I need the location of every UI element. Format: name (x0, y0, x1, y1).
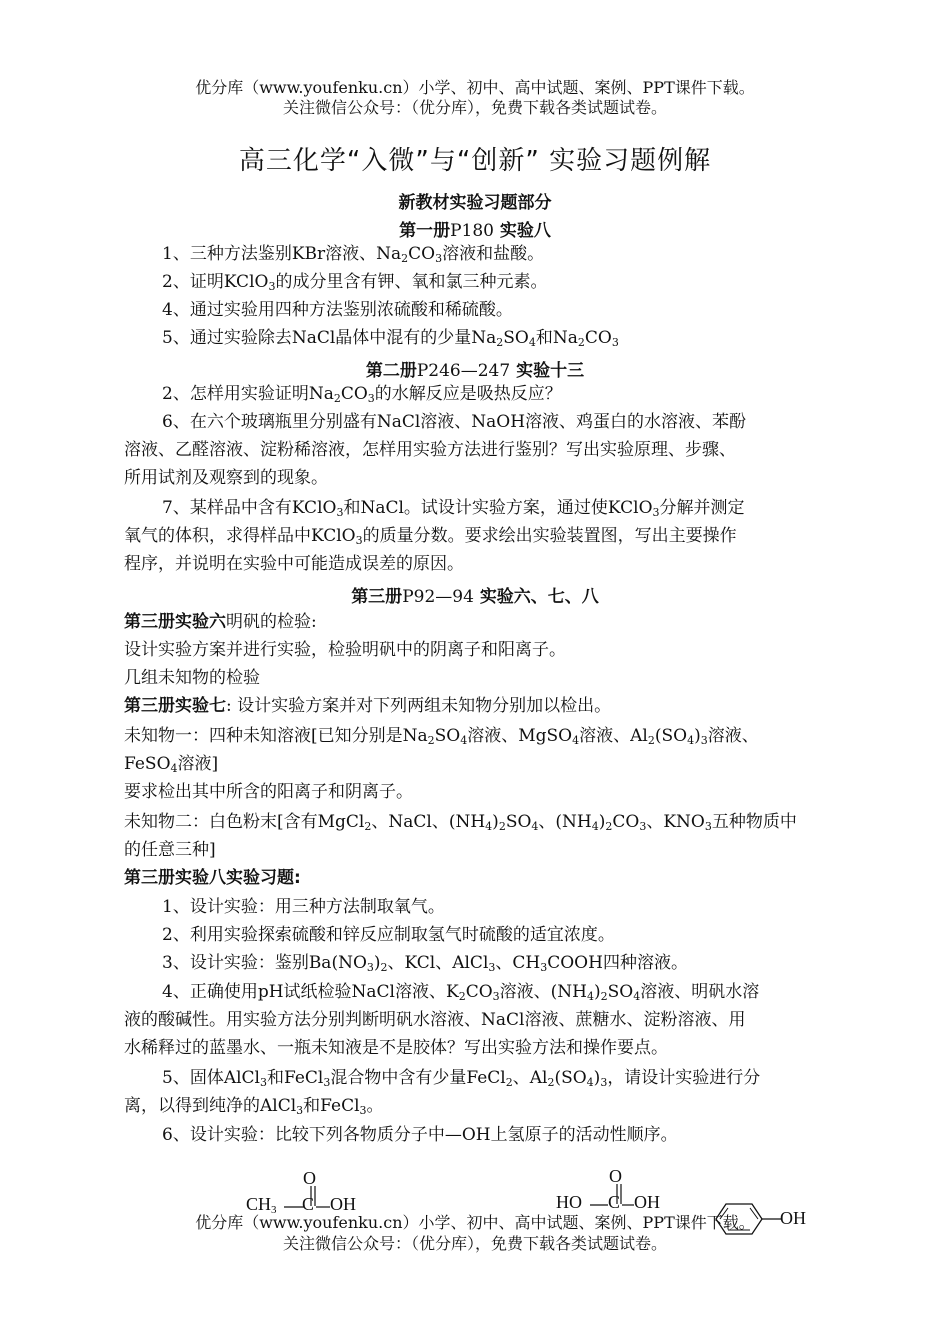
exp8-item-4-line-2: 液的酸碱性。用实验方法分别判断明矾水溶液、NaCl溶液、蔗糖水、淀粉溶液、用 (124, 1010, 746, 1030)
footer-line-1: 优分库（www.youfenku.cn）小学、初中、高中试题、案例、PPT课件下载。 (195, 1213, 755, 1232)
exp6-line-1: 第三册实验六明矾的检验: (124, 612, 317, 632)
exp6-line-2: 设计实验方案并进行实验，检验明矾中的阴离子和阳离子。 (124, 640, 566, 660)
section-heading-book2 (0, 356, 950, 381)
book2-item-6-line-2: 溶液、乙醛溶液、淀粉稀溶液，怎样用实验方法进行鉴别？写出实验原理、步骤、 (124, 440, 736, 460)
unknown-2-line-2: 的任意三种] (124, 840, 216, 860)
methyl-group-label: $CH_3$ (246, 1194, 277, 1216)
heading-page: P92—94 (402, 587, 474, 607)
page-title: 高三化学“入微”与“创新” 实验习题例解 (238, 146, 712, 176)
heading-part: 第二册 (365, 361, 417, 381)
book1-item-1: 1、三种方法鉴别KBr溶液、$Na_2CO_3$溶液和盐酸。 (162, 244, 545, 265)
book1-item-2: 2、证明KClO$_3$的成分里含有钾、氧和氯三种元素。 (162, 272, 548, 293)
unknown-1-line-1: 未知物一：四种未知溶液[已知分别是$Na_2SO_4$溶液、MgSO$_4$溶液、$Al_2(SO_4)_3$溶液、 (124, 726, 759, 747)
carbonyl-oxygen-label: O (609, 1166, 622, 1186)
exp8-item-1: 1、设计实验：用三种方法制取氧气。 (162, 897, 445, 917)
heading-part: 实验六、七、八 (479, 587, 599, 607)
carbonyl-oxygen-label: O (303, 1168, 316, 1188)
header-line-1: 优分库（www.youfenku.cn）小学、初中、高中试题、案例、PPT课件下载。 (195, 78, 755, 97)
heading-part: 第一册 (399, 221, 451, 241)
single-bond-line (622, 1203, 634, 1207)
single-bond-line (316, 1205, 330, 1209)
unknown-1-line-2: FeSO$_4$溶液] (124, 754, 219, 775)
exp8-item-6: 6、设计实验：比较下列各物质分子中—OH上氢原子的活动性顺序。 (162, 1125, 678, 1145)
book1-item-5: 5、通过实验除去NaCl晶体中混有的少量$Na_2SO_4$和$Na_2CO_3$ (162, 328, 619, 349)
heading-page: P246—247 (416, 361, 511, 381)
section-subtitle: 新教材实验习题部分 (398, 193, 552, 213)
section-heading-book3 (0, 582, 950, 607)
exp8-item-4-line-3: 水稀释过的蓝墨水、一瓶未知液是不是胶体？写出实验方法和操作要点。 (124, 1038, 668, 1058)
unknown-2-line-1: 未知物二：白色粉末[含有MgCl$_2$、NaCl、$(NH_4)_2SO_4$、$(NH_4)_2CO_3$、$KNO_3$五种物质中 (124, 812, 797, 833)
single-bond-line (284, 1205, 304, 1209)
book2-item-2: 2、怎样用实验证明$Na_2CO_3$的水解反应是吸热反应？ (162, 384, 562, 405)
book2-item-6-line-3: 所用试剂及观察到的现象。 (124, 468, 328, 488)
heading-part: 实验十三 (516, 361, 585, 381)
exp7-line-1: 第三册实验七: 设计实验方案并对下列两组未知物分别加以检出。 (124, 696, 612, 716)
carbon-label: C (302, 1194, 315, 1214)
heading-part: 第三册 (351, 587, 403, 607)
book2-item-7-line-2: 氧气的体积，求得样品中KClO$_3$的质量分数。要求绘出实验装置图，写出主要操作 (124, 526, 737, 547)
book1-item-4: 4、通过实验用四种方法鉴别浓硫酸和稀硫酸。 (162, 300, 513, 320)
book2-item-7-line-3: 程序，并说明在实验中可能造成误差的原因。 (124, 554, 464, 574)
footer-line-2: 关注微信公众号：（优分库），免费下载各类试题试卷。 (282, 1234, 667, 1253)
hydroxyl-label: OH (330, 1194, 356, 1214)
book2-item-7-line-1: 7、某样品中含有KClO$_3$和NaCl。试设计实验方案，通过使KClO$_3$分解并测定 (162, 498, 745, 519)
unknown-1-line-3: 要求检出其中所含的阳离子和阴离子。 (124, 782, 413, 802)
heading-page: P180 (450, 221, 494, 241)
hydroxyl-right-label: OH (634, 1192, 660, 1212)
header-line-2: 关注微信公众号：（优分库），免费下载各类试题试卷。 (282, 98, 667, 117)
section-heading-book1 (0, 216, 950, 241)
exp8-item-2: 2、利用实验探索硫酸和锌反应制取氢气时硫酸的适宜浓度。 (162, 925, 615, 945)
carbon-label: C (608, 1192, 621, 1212)
book2-item-6-line-1: 6、在六个玻璃瓶里分别盛有NaCl溶液、NaOH溶液、鸡蛋白的水溶液、苯酚 (162, 412, 747, 432)
exp8-heading: 第三册实验八实验习题: (124, 868, 301, 888)
exp6-line-3: 几组未知物的检验 (124, 668, 260, 688)
hydroxyl-label: OH (780, 1208, 806, 1228)
hydroxyl-left-label: HO (556, 1192, 582, 1212)
exp8-item-5-line-2: 离，以得到纯净的AlCl$_3$和FeCl$_3$。 (124, 1096, 384, 1117)
exp8-item-5-line-1: 5、固体AlCl$_3$和FeCl$_3$混合物中含有少量FeCl$_2$、$Al_2(SO_4)_3$，请设计实验进行分 (162, 1068, 761, 1089)
heading-part: 实验八 (499, 221, 551, 241)
exp8-item-4-line-1: 4、正确使用pH试纸检验NaCl溶液、$K_2CO_3$溶液、$(NH_4)_2SO_4$溶液、明矾水溶 (162, 982, 760, 1003)
single-bond-line (590, 1203, 608, 1207)
exp8-item-3: 3、设计实验：鉴别$Ba(NO_3)_2$、KCl、AlCl$_3$、$CH_3COOH$四种溶液。 (162, 953, 688, 974)
